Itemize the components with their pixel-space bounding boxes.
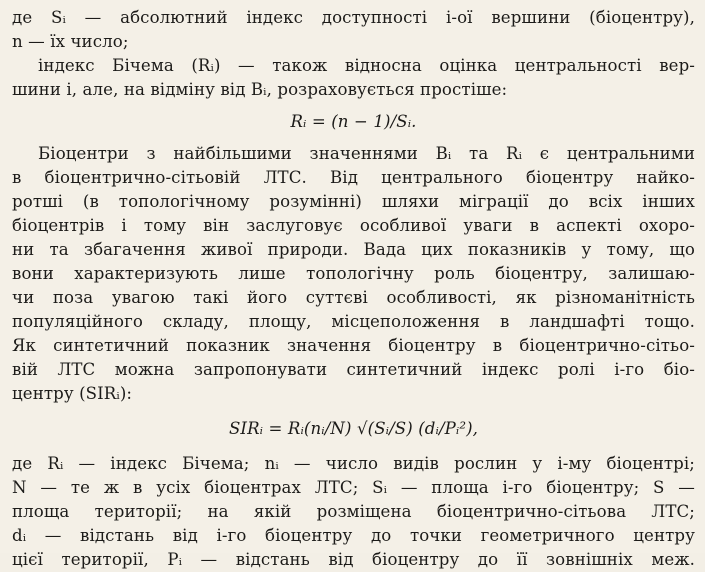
text-line: біоцентрів і тому він заслуговує особливої уваги в аспекті охоро-	[12, 216, 695, 235]
text-line: в біоцентрично-сітьовій ЛТС. Від центрального біоцентру найко-	[12, 168, 695, 187]
text-line: чи поза увагою такі його суттєві особливості, як різноманітність	[12, 288, 695, 307]
text-line: Біоцентри з найбільшими значеннями Bᵢ та Rᵢ є центральними	[38, 144, 695, 163]
text-line: ротші (в топологічному розумінні) шляхи міграції до всіх інших	[12, 192, 695, 211]
formula-sir-index: SIRᵢ = Rᵢ(nᵢ/N) √(Sᵢ/S) (dᵢ/Pᵢ²),	[228, 419, 479, 438]
text-line: популяційного складу, площу, місцеположення в ландшафті тощо.	[12, 312, 695, 331]
text-line: ни та збагачення живої природи. Вада цих показників у тому, що	[12, 240, 695, 259]
text-line: де Rᵢ — індекс Бічема; nᵢ — число видів рослин у i-му біоцентрі;	[12, 454, 695, 473]
text-line: цієї території, Pᵢ — відстань від біоцентру до її зовнішніх меж.	[12, 550, 695, 569]
text-line: вони характеризують лише топологічну роль біоцентру, залишаю-	[12, 264, 695, 283]
text-line: центру (SIRᵢ):	[12, 384, 133, 403]
formula-bichem-index: Rᵢ = (n − 1)/Sᵢ.	[290, 112, 417, 131]
text-line: Як синтетичний показник значення біоцентру в біоцентрично-сітьо-	[12, 336, 695, 355]
text-body	[12, 6, 695, 572]
text-line: індекс Бічема (Rᵢ) — також відносна оцінка центральності вер-	[38, 56, 695, 75]
text-line: dᵢ — відстань від i-го біоцентру до точки геометричного центру	[12, 526, 695, 545]
text-line: площа території; на якій розміщена біоцентрично-сітьова ЛТС;	[12, 502, 695, 521]
text-line: вій ЛТС можна запропонувати синтетичний індекс ролі i-го біо-	[12, 360, 695, 379]
text-line: де Sᵢ — абсолютний індекс доступності i-ої вершини (біоцентру),	[12, 8, 695, 27]
text-line: шини i, але, на відміну від Bᵢ, розраховується простіше:	[12, 80, 508, 99]
text-line: n — їх число;	[12, 32, 129, 51]
text-line: N — те ж в усіх біоцентрах ЛТС; Sᵢ — площа i-го біоцентру; S —	[12, 478, 695, 497]
